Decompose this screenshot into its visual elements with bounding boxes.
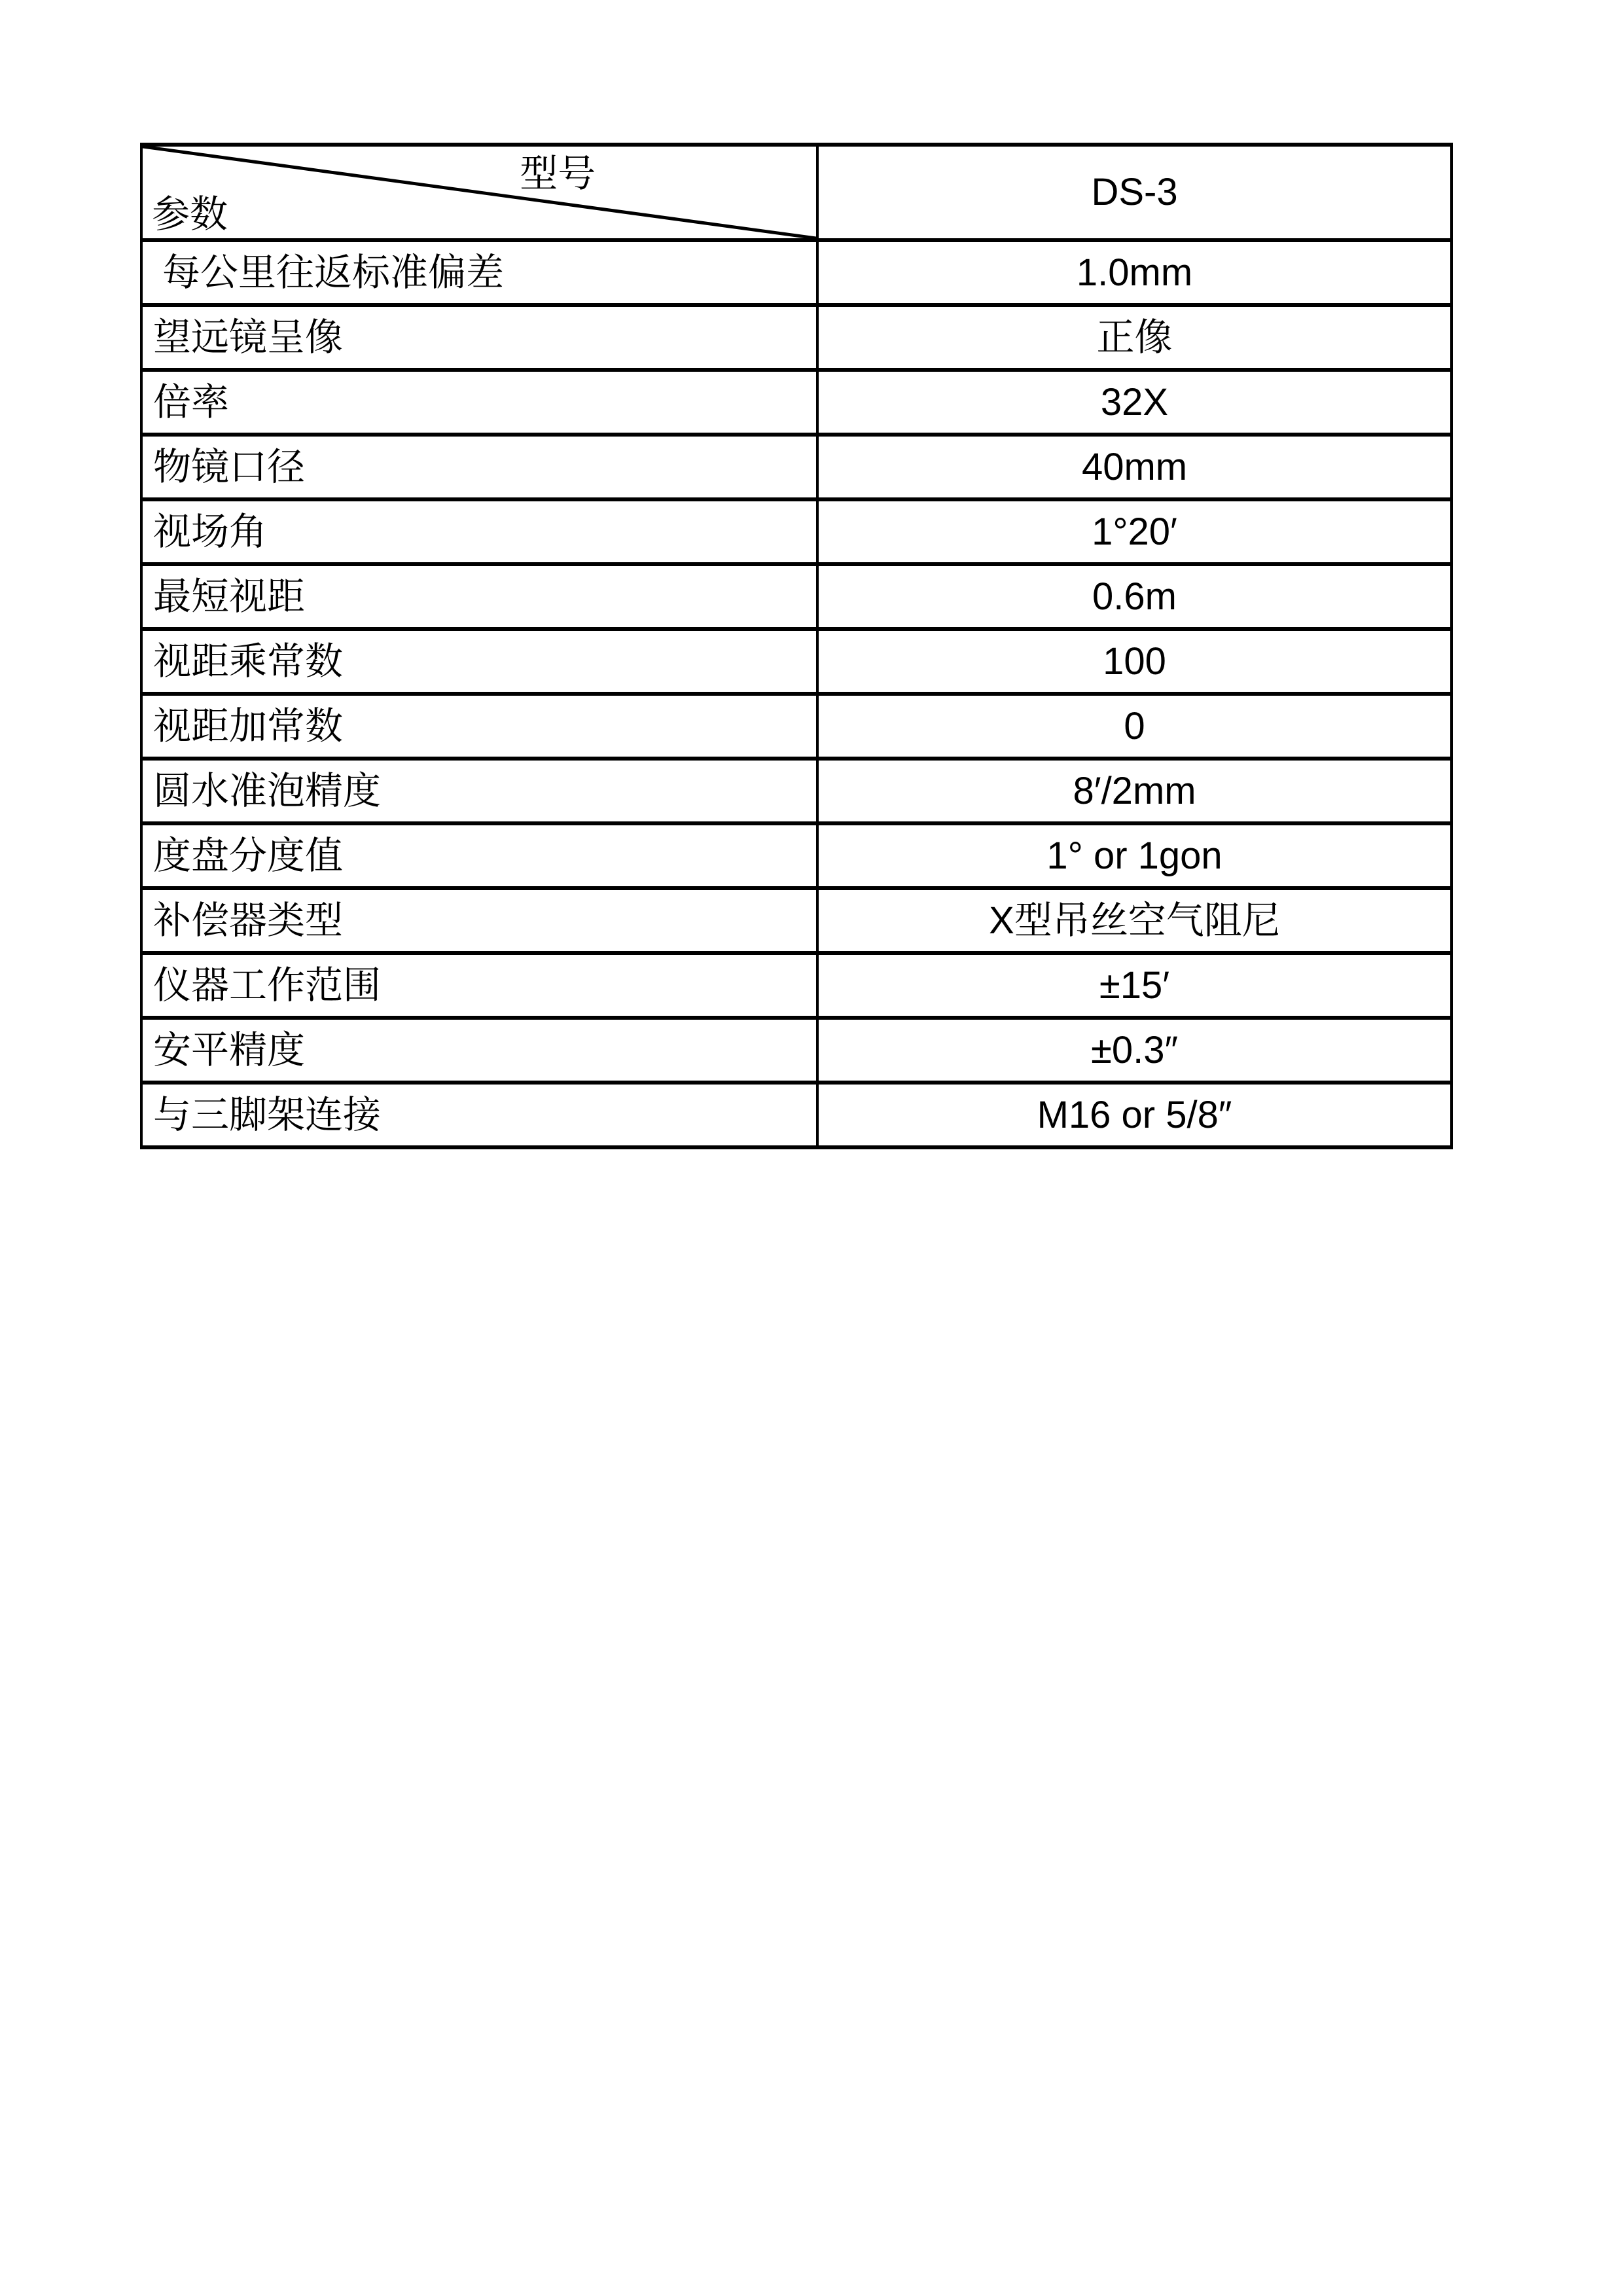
table-row bbox=[141, 305, 1452, 370]
parameter-name-cell: 物镜口径 bbox=[141, 435, 817, 499]
parameter-name-cell: 圆水准泡精度 bbox=[141, 759, 817, 823]
parameter-name-cell: 与三脚架连接 bbox=[141, 1083, 817, 1147]
parameter-value-cell: 40mm bbox=[817, 435, 1452, 499]
table-header-row bbox=[141, 145, 1452, 240]
corner-label-parameter: 参数 bbox=[152, 193, 228, 236]
table-row bbox=[141, 629, 1452, 694]
table-row bbox=[141, 1018, 1452, 1083]
parameter-name-cell: 度盘分度值 bbox=[141, 823, 817, 888]
parameter-name-cell: 视场角 bbox=[141, 499, 817, 564]
parameter-name-cell: 望远镜呈像 bbox=[141, 305, 817, 370]
parameter-name-cell: 倍率 bbox=[141, 370, 817, 435]
parameter-name-cell: 视距乘常数 bbox=[141, 629, 817, 694]
parameter-value-cell: X型吊丝空气阻尼 bbox=[817, 888, 1452, 953]
parameter-value-cell: ±0.3″ bbox=[817, 1018, 1452, 1083]
diagonal-header-cell bbox=[141, 145, 817, 240]
diagonal-divider-line bbox=[143, 147, 816, 238]
parameter-name-cell: 视距加常数 bbox=[141, 694, 817, 759]
table-row bbox=[141, 953, 1452, 1018]
parameter-value-cell: 1.0mm bbox=[817, 240, 1452, 305]
table-row bbox=[141, 499, 1452, 564]
parameter-value-cell: 0.6m bbox=[817, 564, 1452, 629]
model-header-cell: DS-3 bbox=[817, 145, 1452, 240]
table-body bbox=[141, 240, 1452, 1147]
table-row bbox=[141, 759, 1452, 823]
table-row bbox=[141, 370, 1452, 435]
table-row bbox=[141, 694, 1452, 759]
parameter-value-cell: 正像 bbox=[817, 305, 1452, 370]
parameter-name-cell: 安平精度 bbox=[141, 1018, 817, 1083]
parameter-name-cell: 补偿器类型 bbox=[141, 888, 817, 953]
parameter-value-cell: 0 bbox=[817, 694, 1452, 759]
parameter-name-cell: 仪器工作范围 bbox=[141, 953, 817, 1018]
table-row bbox=[141, 240, 1452, 305]
parameter-value-cell: 8′/2mm bbox=[817, 759, 1452, 823]
parameter-name-cell: 每公里往返标准偏差 bbox=[141, 240, 817, 305]
parameter-value-cell: 1° or 1gon bbox=[817, 823, 1452, 888]
parameter-value-cell: ±15′ bbox=[817, 953, 1452, 1018]
parameter-value-cell: 1°20′ bbox=[817, 499, 1452, 564]
parameter-value-cell: 32X bbox=[817, 370, 1452, 435]
parameter-value-cell: 100 bbox=[817, 629, 1452, 694]
spec-table bbox=[140, 143, 1453, 1149]
table-row bbox=[141, 888, 1452, 953]
parameter-value-cell: M16 or 5/8″ bbox=[817, 1083, 1452, 1147]
table-row bbox=[141, 564, 1452, 629]
table-row bbox=[141, 823, 1452, 888]
table-row bbox=[141, 1083, 1452, 1147]
corner-label-model: 型号 bbox=[520, 152, 596, 195]
parameter-name-cell: 最短视距 bbox=[141, 564, 817, 629]
table-row bbox=[141, 435, 1452, 499]
